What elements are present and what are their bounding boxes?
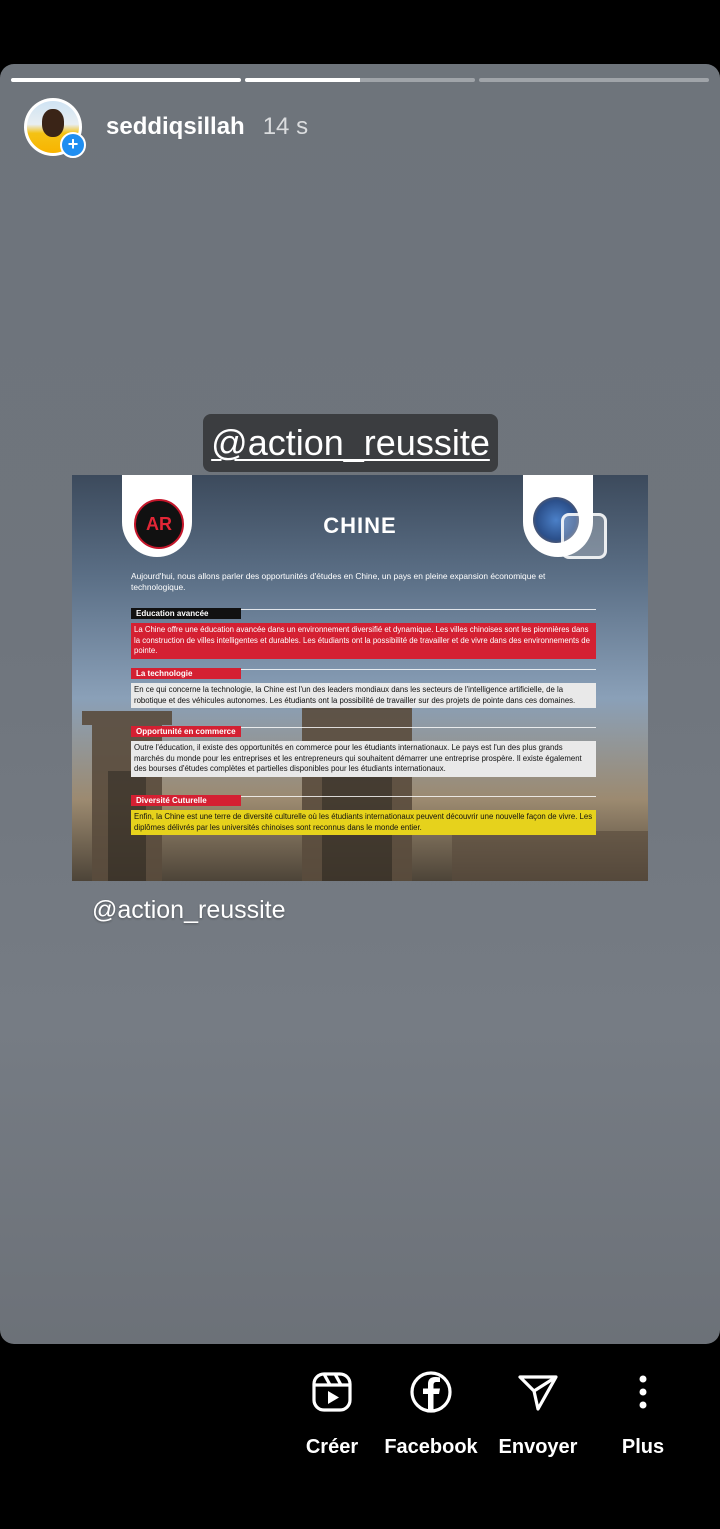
story-action-bar bbox=[0, 1344, 720, 1529]
more-button[interactable]: Plus bbox=[593, 1366, 693, 1459]
reels-icon bbox=[282, 1366, 382, 1418]
send-icon bbox=[488, 1366, 588, 1418]
section-diversite: Diversité Cuturelle Enfin, la Chine est une terre de diversité culturelle où les étudiants internationaux peuvent découvrir une nouvelle façon de vivre. Les diplômes délivrés par les universités chinoises sont reconnus dans le monde entier. bbox=[131, 790, 596, 835]
more-vertical-icon bbox=[593, 1366, 693, 1418]
section-commerce: Opportunité en commerce Outre l'éducation, il existe des opportunités en commerce pour les étudiants internationaux. Le pays est l'un des plus grands marchés du monde pour les entreprises et les entrepreneurs qui souhaitent démarrer une entreprise prospère. Il existe également des bourses d'études complètes et partielles disponibles pour les étudiants internationaux. bbox=[131, 721, 596, 777]
story-header bbox=[24, 98, 308, 156]
shared-post-image[interactable] bbox=[72, 475, 648, 881]
section-technologie: La technologie En ce qui concerne la technologie, la Chine est l'un des leaders mondiaux dans les secteurs de l'intelligence artificielle, de la robotique et des véhicules autonomes. Les étudiants ont la possibilité de travailler sur des projets de pointe dans ces domaines. bbox=[131, 663, 596, 708]
story-viewer[interactable] bbox=[0, 64, 720, 1344]
username[interactable]: seddiqsillah bbox=[106, 113, 245, 140]
progress-segment bbox=[245, 78, 475, 82]
story-caption[interactable]: @action_reussite bbox=[92, 896, 286, 924]
send-button[interactable]: Envoyer bbox=[488, 1366, 588, 1459]
story-progress-bar bbox=[11, 78, 709, 82]
add-story-badge[interactable]: + bbox=[60, 132, 86, 158]
timestamp: 14 s bbox=[262, 113, 309, 140]
create-button[interactable]: Créer bbox=[282, 1366, 382, 1459]
progress-segment bbox=[479, 78, 709, 82]
monument-silhouette bbox=[72, 681, 648, 881]
facebook-icon bbox=[381, 1366, 481, 1418]
section-education: Education avancée La Chine offre une éducation avancée dans un environnement diversifié et dynamique. Les villes chinoises sont les pionnières dans la construction de villes intelligentes et durables. Les étudiants ont la possibilité de travailler et de vivre dans des environnements de pointe. bbox=[131, 603, 596, 659]
avatar[interactable] bbox=[24, 98, 82, 156]
post-intro: Aujourd'hui, nous allons parler des opportunités d'études en Chine, un pays en pleine expansion économique et technologique. bbox=[131, 571, 546, 592]
mention-sticker[interactable]: @action_reussite bbox=[203, 414, 498, 472]
post-title: CHINE bbox=[323, 513, 397, 538]
facebook-share-button[interactable]: Facebook bbox=[381, 1366, 481, 1459]
action-reussite-logo: AR bbox=[122, 475, 192, 557]
progress-segment bbox=[11, 78, 241, 82]
